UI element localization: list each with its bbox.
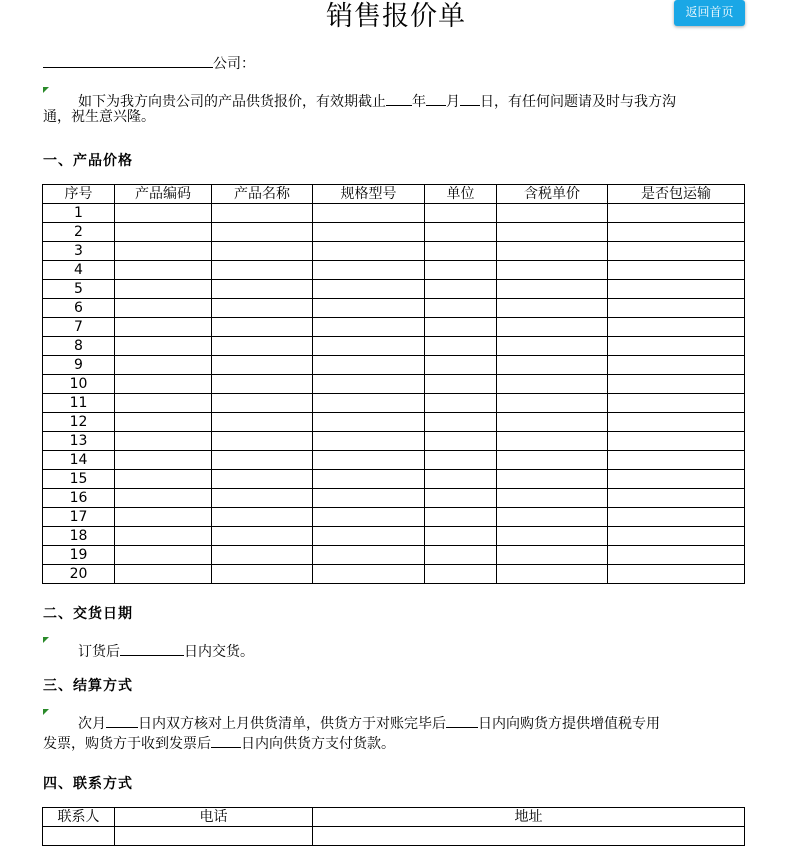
- comment-marker-icon: [43, 637, 49, 643]
- table-cell[interactable]: [212, 280, 313, 299]
- price-column-header: 产品名称: [212, 185, 313, 204]
- table-cell[interactable]: [497, 508, 608, 527]
- row-number: 16: [43, 489, 115, 508]
- table-cell[interactable]: [313, 565, 425, 584]
- comment-marker-icon: [43, 87, 49, 93]
- table-cell[interactable]: [497, 470, 608, 489]
- table-cell[interactable]: [497, 375, 608, 394]
- company-name-field[interactable]: [43, 52, 213, 68]
- comment-marker-icon: [43, 709, 49, 715]
- settlement-line-2: [43, 731, 395, 754]
- table-cell[interactable]: [313, 546, 425, 565]
- table-row: [43, 470, 745, 489]
- table-row: [43, 546, 745, 565]
- table-cell[interactable]: [212, 261, 313, 280]
- row-number: 20: [43, 565, 115, 584]
- table-cell[interactable]: [425, 413, 497, 432]
- table-cell[interactable]: [425, 280, 497, 299]
- table-cell[interactable]: [115, 565, 212, 584]
- table-cell[interactable]: [115, 299, 212, 318]
- table-cell[interactable]: [115, 318, 212, 337]
- table-cell[interactable]: [115, 432, 212, 451]
- table-cell[interactable]: [425, 451, 497, 470]
- table-cell[interactable]: [497, 223, 608, 242]
- table-cell[interactable]: [115, 489, 212, 508]
- row-number: 5: [43, 280, 115, 299]
- row-number: 1: [43, 204, 115, 223]
- row-number: 10: [43, 375, 115, 394]
- price-table-body: [43, 204, 745, 584]
- contact-table: [42, 807, 745, 846]
- table-cell[interactable]: [212, 451, 313, 470]
- table-row: [43, 413, 745, 432]
- settlement-text: 日内双方核对上月供货清单，供货方于对账完毕后: [138, 716, 446, 732]
- price-column-header: 单位: [425, 185, 497, 204]
- table-cell[interactable]: [497, 489, 608, 508]
- table-row: [43, 261, 745, 280]
- table-cell[interactable]: [212, 204, 313, 223]
- price-table-header: [43, 185, 745, 204]
- contact-table-header: [43, 808, 745, 827]
- table-cell[interactable]: [212, 318, 313, 337]
- table-cell[interactable]: [313, 432, 425, 451]
- table-cell[interactable]: [425, 299, 497, 318]
- table-cell[interactable]: [425, 432, 497, 451]
- row-number: 9: [43, 356, 115, 375]
- table-cell[interactable]: [425, 489, 497, 508]
- table-cell[interactable]: [313, 204, 425, 223]
- table-cell[interactable]: [313, 337, 425, 356]
- table-row: [43, 280, 745, 299]
- table-cell[interactable]: [497, 204, 608, 223]
- table-cell[interactable]: [115, 508, 212, 527]
- table-cell[interactable]: [608, 508, 745, 527]
- table-cell[interactable]: [313, 451, 425, 470]
- table-row: [43, 299, 745, 318]
- table-cell[interactable]: [425, 318, 497, 337]
- price-column-header: 是否包运输: [608, 185, 745, 204]
- table-cell[interactable]: [608, 565, 745, 584]
- table-cell[interactable]: [313, 299, 425, 318]
- table-cell[interactable]: [608, 413, 745, 432]
- table-row: [43, 356, 745, 375]
- table-cell[interactable]: [115, 413, 212, 432]
- table-row: [43, 432, 745, 451]
- table-cell[interactable]: [313, 413, 425, 432]
- table-cell[interactable]: [608, 204, 745, 223]
- settlement-blank-1[interactable]: [106, 711, 138, 728]
- table-cell[interactable]: [212, 413, 313, 432]
- table-cell[interactable]: [497, 413, 608, 432]
- settlement-blank-3[interactable]: [211, 731, 241, 748]
- row-number: 4: [43, 261, 115, 280]
- row-number: 18: [43, 527, 115, 546]
- table-cell[interactable]: [425, 337, 497, 356]
- price-table: [42, 184, 745, 584]
- table-cell[interactable]: [313, 375, 425, 394]
- year-blank[interactable]: [386, 89, 412, 106]
- table-cell[interactable]: [497, 356, 608, 375]
- contact-column-header: 联系人: [43, 808, 115, 827]
- table-cell[interactable]: [497, 546, 608, 565]
- table-row: [43, 565, 745, 584]
- row-number: 11: [43, 394, 115, 413]
- delivery-text-after: 日内交货。: [184, 644, 254, 660]
- table-cell[interactable]: [497, 451, 608, 470]
- section-heading-settlement: 三、结算方式: [43, 678, 133, 694]
- month-label: 月: [446, 94, 460, 110]
- intro-line-1: [78, 89, 676, 112]
- intro-line-2: 通，祝生意兴隆。: [43, 109, 155, 125]
- table-cell[interactable]: [425, 546, 497, 565]
- table-cell[interactable]: [115, 394, 212, 413]
- table-cell[interactable]: [115, 356, 212, 375]
- contact-phone-cell[interactable]: [115, 827, 313, 846]
- table-cell[interactable]: [497, 432, 608, 451]
- row-number: 13: [43, 432, 115, 451]
- page-title: 销售报价单: [326, 1, 466, 32]
- table-cell[interactable]: [115, 337, 212, 356]
- table-row: [43, 242, 745, 261]
- table-cell[interactable]: [497, 242, 608, 261]
- table-cell[interactable]: [313, 489, 425, 508]
- price-column-header: 序号: [43, 185, 115, 204]
- table-cell[interactable]: [212, 337, 313, 356]
- table-cell[interactable]: [608, 489, 745, 508]
- settlement-text: 日内向供货方支付货款。: [241, 736, 395, 752]
- row-number: 12: [43, 413, 115, 432]
- table-cell[interactable]: [115, 470, 212, 489]
- table-cell[interactable]: [497, 280, 608, 299]
- table-cell[interactable]: [608, 242, 745, 261]
- table-cell[interactable]: [608, 375, 745, 394]
- table-cell[interactable]: [608, 546, 745, 565]
- table-cell[interactable]: [115, 527, 212, 546]
- table-cell[interactable]: [497, 318, 608, 337]
- contact-person-cell[interactable]: [43, 827, 115, 846]
- row-number: 17: [43, 508, 115, 527]
- table-cell[interactable]: [212, 546, 313, 565]
- table-cell[interactable]: [212, 299, 313, 318]
- table-cell[interactable]: [497, 261, 608, 280]
- table-cell[interactable]: [497, 394, 608, 413]
- table-cell[interactable]: [608, 337, 745, 356]
- price-column-header: 产品编码: [115, 185, 212, 204]
- table-cell[interactable]: [608, 299, 745, 318]
- table-cell[interactable]: [313, 280, 425, 299]
- table-cell[interactable]: [608, 280, 745, 299]
- table-row: [43, 489, 745, 508]
- row-number: 6: [43, 299, 115, 318]
- table-cell[interactable]: [608, 318, 745, 337]
- table-cell[interactable]: [115, 546, 212, 565]
- row-number: 15: [43, 470, 115, 489]
- table-cell[interactable]: [115, 204, 212, 223]
- row-number: 19: [43, 546, 115, 565]
- table-cell[interactable]: [313, 261, 425, 280]
- table-cell[interactable]: [425, 223, 497, 242]
- table-cell[interactable]: [313, 356, 425, 375]
- contact-column-header: 电话: [115, 808, 313, 827]
- table-cell[interactable]: [212, 489, 313, 508]
- table-cell[interactable]: [608, 261, 745, 280]
- table-cell[interactable]: [313, 527, 425, 546]
- table-cell[interactable]: [608, 470, 745, 489]
- settlement-text: 日内向购货方提供增值税专用: [478, 716, 660, 732]
- year-label: 年: [412, 94, 426, 110]
- delivery-text-before: 订货后: [78, 644, 120, 660]
- delivery-days-blank[interactable]: [120, 639, 184, 656]
- day-label: 日，有任何问题请及时与我方沟: [480, 94, 676, 110]
- table-cell[interactable]: [497, 565, 608, 584]
- section-heading-delivery: 二、交货日期: [43, 606, 133, 622]
- company-suffix: 公司：: [213, 56, 255, 72]
- delivery-line: [78, 639, 254, 662]
- table-cell[interactable]: [313, 223, 425, 242]
- settlement-text: 次月: [78, 716, 106, 732]
- table-row: [43, 204, 745, 223]
- table-cell[interactable]: [212, 375, 313, 394]
- row-number: 2: [43, 223, 115, 242]
- table-cell[interactable]: [313, 470, 425, 489]
- table-cell[interactable]: [497, 527, 608, 546]
- table-cell[interactable]: [425, 527, 497, 546]
- table-row: [43, 527, 745, 546]
- table-cell[interactable]: [425, 261, 497, 280]
- table-cell[interactable]: [115, 223, 212, 242]
- price-column-header: 含税单价: [497, 185, 608, 204]
- table-cell[interactable]: [212, 223, 313, 242]
- table-cell[interactable]: [115, 451, 212, 470]
- table-cell[interactable]: [425, 394, 497, 413]
- table-cell[interactable]: [608, 394, 745, 413]
- table-cell[interactable]: [425, 356, 497, 375]
- table-cell[interactable]: [425, 204, 497, 223]
- table-cell[interactable]: [115, 280, 212, 299]
- table-cell[interactable]: [608, 527, 745, 546]
- table-row: [43, 318, 745, 337]
- month-blank[interactable]: [426, 89, 446, 106]
- table-cell[interactable]: [313, 394, 425, 413]
- table-cell[interactable]: [212, 432, 313, 451]
- row-number: 7: [43, 318, 115, 337]
- table-cell[interactable]: [212, 565, 313, 584]
- table-cell[interactable]: [212, 242, 313, 261]
- table-row: [43, 508, 745, 527]
- settlement-blank-2[interactable]: [446, 711, 478, 728]
- table-cell[interactable]: [425, 242, 497, 261]
- contact-row: [43, 827, 745, 846]
- intro-text: 如下为我方向贵公司的产品供货报价，有效期截止: [78, 94, 386, 110]
- table-cell[interactable]: [212, 394, 313, 413]
- table-cell[interactable]: [313, 508, 425, 527]
- back-home-button[interactable]: 返回首页: [674, 0, 745, 26]
- table-cell[interactable]: [313, 242, 425, 261]
- table-cell[interactable]: [115, 261, 212, 280]
- table-cell[interactable]: [497, 337, 608, 356]
- table-cell[interactable]: [212, 508, 313, 527]
- contact-column-header: 地址: [313, 808, 745, 827]
- table-row: [43, 375, 745, 394]
- section-heading-contact: 四、联系方式: [43, 776, 133, 792]
- row-number: 14: [43, 451, 115, 470]
- company-line: [43, 52, 255, 74]
- table-cell[interactable]: [313, 318, 425, 337]
- section-heading-price: 一、产品价格: [43, 153, 133, 169]
- table-cell[interactable]: [425, 470, 497, 489]
- day-blank[interactable]: [460, 89, 480, 106]
- settlement-text: 发票，购货方于收到发票后: [43, 736, 211, 752]
- table-row: [43, 223, 745, 242]
- table-row: [43, 394, 745, 413]
- table-cell[interactable]: [425, 565, 497, 584]
- row-number: 3: [43, 242, 115, 261]
- table-cell[interactable]: [608, 451, 745, 470]
- table-cell[interactable]: [425, 375, 497, 394]
- table-cell[interactable]: [608, 432, 745, 451]
- table-cell[interactable]: [115, 242, 212, 261]
- table-cell[interactable]: [212, 527, 313, 546]
- table-cell[interactable]: [608, 356, 745, 375]
- price-column-header: 规格型号: [313, 185, 425, 204]
- table-cell[interactable]: [212, 356, 313, 375]
- table-cell[interactable]: [608, 223, 745, 242]
- table-cell[interactable]: [425, 508, 497, 527]
- table-cell[interactable]: [497, 299, 608, 318]
- table-row: [43, 337, 745, 356]
- row-number: 8: [43, 337, 115, 356]
- table-row: [43, 451, 745, 470]
- table-cell[interactable]: [115, 375, 212, 394]
- table-cell[interactable]: [212, 470, 313, 489]
- contact-address-cell[interactable]: [313, 827, 745, 846]
